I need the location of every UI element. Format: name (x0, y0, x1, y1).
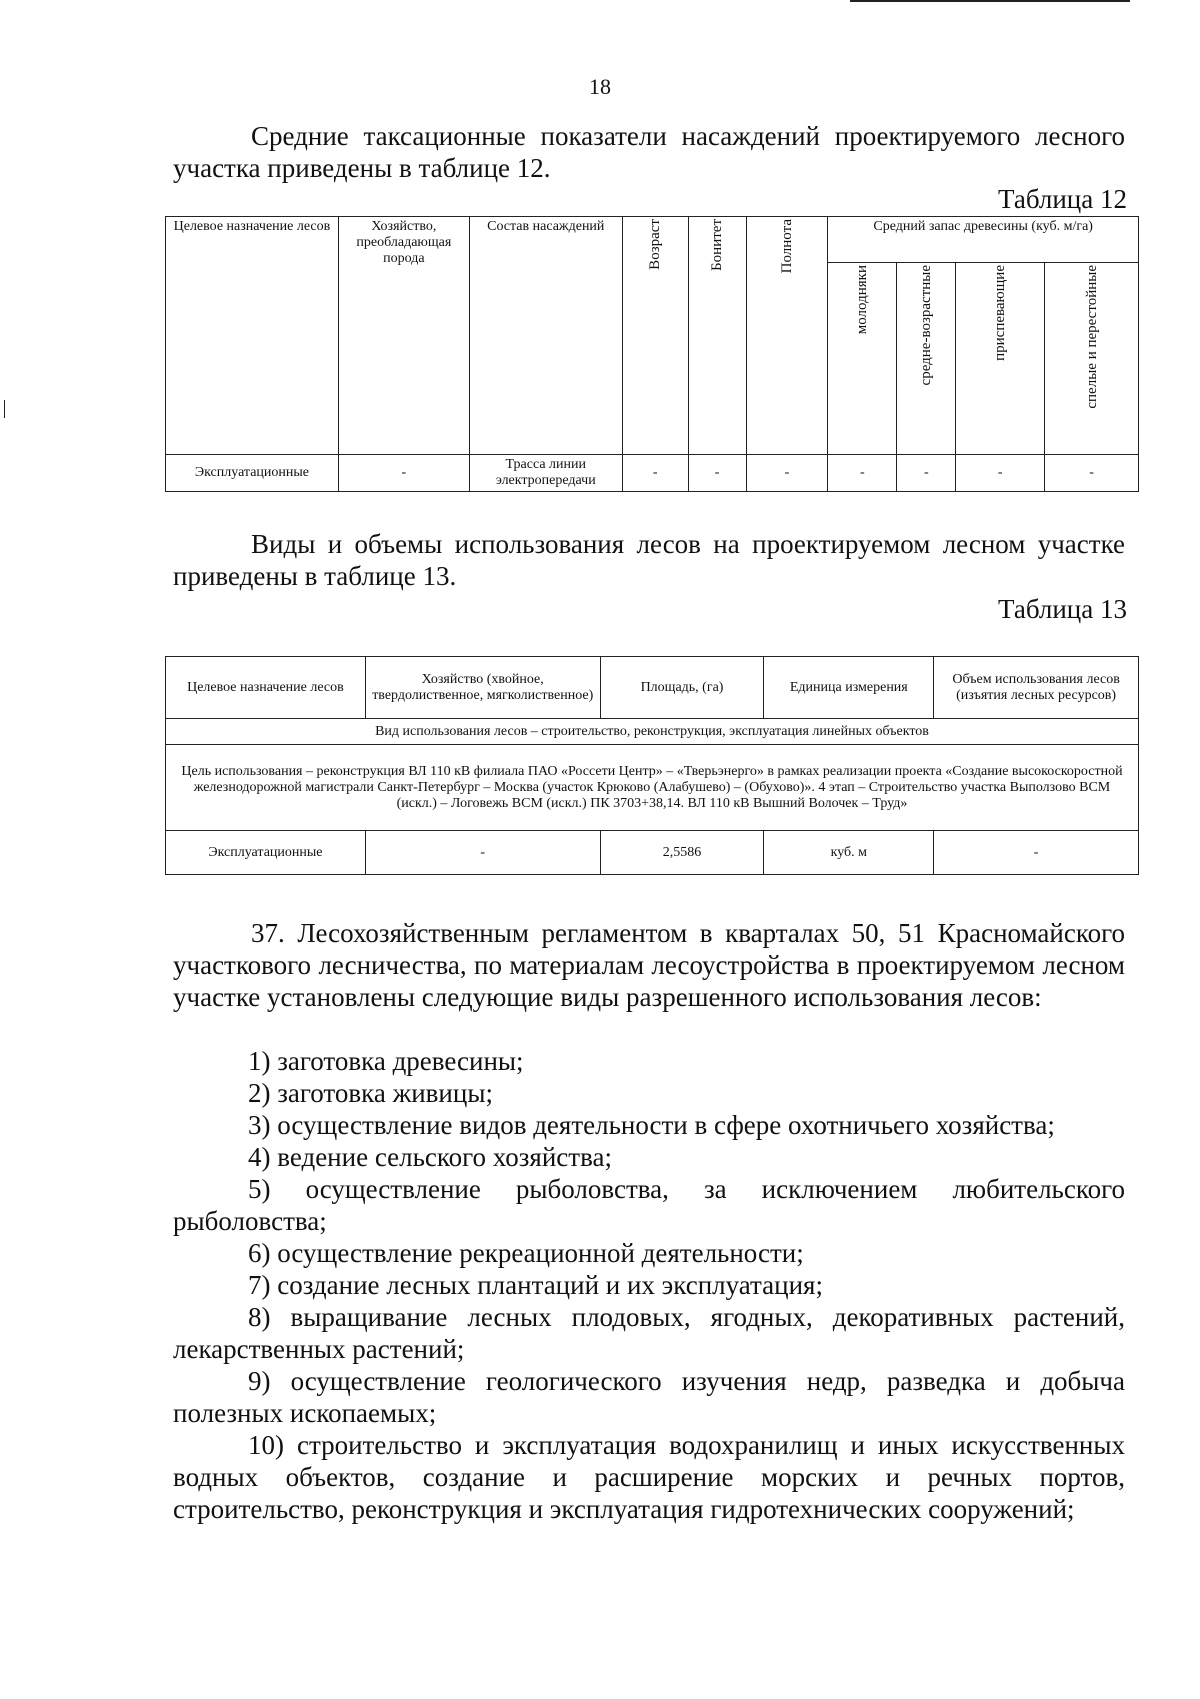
table-row (166, 455, 1139, 492)
list-item: 3) осуществление видов деятельности в сфере охотничьего хозяйства; (248, 1110, 1055, 1140)
t12-cell-middle: - (897, 455, 956, 492)
t12-header-bonitet-label: Бонитет (709, 219, 726, 271)
t12-cell-age: - (622, 455, 688, 492)
t12-header-farm: Хозяйство, преобладающая порода (338, 217, 469, 455)
t12-cell-young: - (828, 455, 897, 492)
t12-header-stock-group: Средний запас древесины (куб. м/га) (828, 217, 1139, 263)
table12 (165, 216, 1139, 492)
t12-header-mature (1045, 263, 1139, 455)
page-number: 18 (589, 74, 611, 99)
table-row (166, 831, 1139, 875)
t12-cell-mature: - (1045, 455, 1139, 492)
t13-cell-unit: куб. м (764, 831, 934, 875)
t13-header-unit: Единица измерения (764, 657, 934, 719)
t12-header-bonitet (688, 217, 746, 455)
t12-cell-composition: Трасса линии электропередачи (469, 455, 622, 492)
t13-header-area: Площадь, (га) (600, 657, 764, 719)
t12-header-mature-label: спелые и перестойные (1083, 265, 1100, 409)
t12-cell-ripening: - (956, 455, 1045, 492)
t13-cell-farm: - (365, 831, 600, 875)
t13-header-purpose: Целевое назначение лесов (166, 657, 366, 719)
paragraph-37: 37. Лесохозяйственным регламентом в кварталах 50, 51 Красномайского участкового лесничества, по материалам лесоустройства в проектируемом лесном участке установлены следующие виды разрешенного использования лесов: (173, 918, 1125, 1012)
t12-cell-density: - (746, 455, 828, 492)
t13-use-type: Вид использования лесов – строительство, реконструкция, эксплуатация линейных объектов (166, 719, 1139, 745)
t13-header-volume: Объем использования лесов (изъятия лесных ресурсов) (934, 657, 1139, 719)
list-item: 6) осуществление рекреационной деятельности; (248, 1238, 804, 1268)
t12-header-young (828, 263, 897, 455)
list-item: 10) строительство и эксплуатация водохранилищ и иных искусственных водных объектов, создание и расширение морских и речных портов, строительство, реконструкция и эксплуатация гидротехнических сооружений; (173, 1430, 1125, 1524)
scan-margin-mark (4, 400, 5, 418)
list-item: 9) осуществление геологического изучения недр, разведка и добыча полезных ископаемых; (173, 1366, 1125, 1428)
table13-caption: Таблица 13 (998, 594, 1127, 624)
scan-edge-mark (850, 0, 1130, 2)
list-item: 2) заготовка живицы; (248, 1078, 493, 1108)
t12-header-ripening-label: приспевающие (992, 265, 1009, 361)
t12-header-middle-label: средне-возрастные (918, 265, 935, 386)
table12-caption: Таблица 12 (998, 184, 1127, 214)
intro-table12: Средние таксационные показатели насаждений проектируемого лесного участка приведены в таблице 12. (173, 121, 1125, 183)
table13 (165, 656, 1139, 875)
t12-header-ripening (956, 263, 1045, 455)
t13-cell-area: 2,5586 (600, 831, 764, 875)
intro-table13: Виды и объемы использования лесов на проектируемом лесном участке приведены в таблице 13. (173, 529, 1125, 591)
t12-header-composition: Состав насаждений (469, 217, 622, 455)
list-item: 4) ведение сельского хозяйства; (248, 1142, 612, 1172)
t12-header-age-label: Возраст (647, 219, 664, 270)
list-item: 7) создание лесных плантаций и их эксплуатация; (248, 1270, 823, 1300)
t12-header-density-label: Полнота (778, 219, 795, 274)
t13-cell-volume: - (934, 831, 1139, 875)
t12-header-purpose: Целевое назначение лесов (166, 217, 339, 455)
t12-cell-purpose: Эксплуатационные (166, 455, 339, 492)
t13-cell-purpose: Эксплуатационные (166, 831, 366, 875)
list-item: 8) выращивание лесных плодовых, ягодных, декоративных растений, лекарственных растений; (173, 1302, 1125, 1364)
permitted-uses-list (173, 1045, 1125, 1525)
t12-header-young-label: молодняки (854, 265, 871, 335)
list-item: 5) осуществление рыболовства, за исключением любительского рыболовства; (173, 1174, 1125, 1236)
t12-cell-bonitet: - (688, 455, 746, 492)
t13-purpose-text: Цель использования – реконструкция ВЛ 110 кВ филиала ПАО «Россети Центр» – «Тверьэнерго» в рамках реализации проекта «Создание высокоскоростной железнодорожной магистрали Санкт-Петербург – Москва (участок Крюково (Алабушево) – (Обухово)». 4 этап – Строительство участка Выползово ВСМ (искл.) – Логовежь ВСМ (искл.) ПК 3703+38,14. ВЛ 110 кВ Вышний Волочек – Труд» (166, 745, 1139, 831)
list-item: 1) заготовка древесины; (248, 1046, 524, 1076)
t13-header-farm: Хозяйство (хвойное, твердолиственное, мягколиственное) (365, 657, 600, 719)
t12-header-age (622, 217, 688, 455)
t12-header-density (746, 217, 828, 455)
t12-header-middle (897, 263, 956, 455)
t12-cell-farm: - (338, 455, 469, 492)
